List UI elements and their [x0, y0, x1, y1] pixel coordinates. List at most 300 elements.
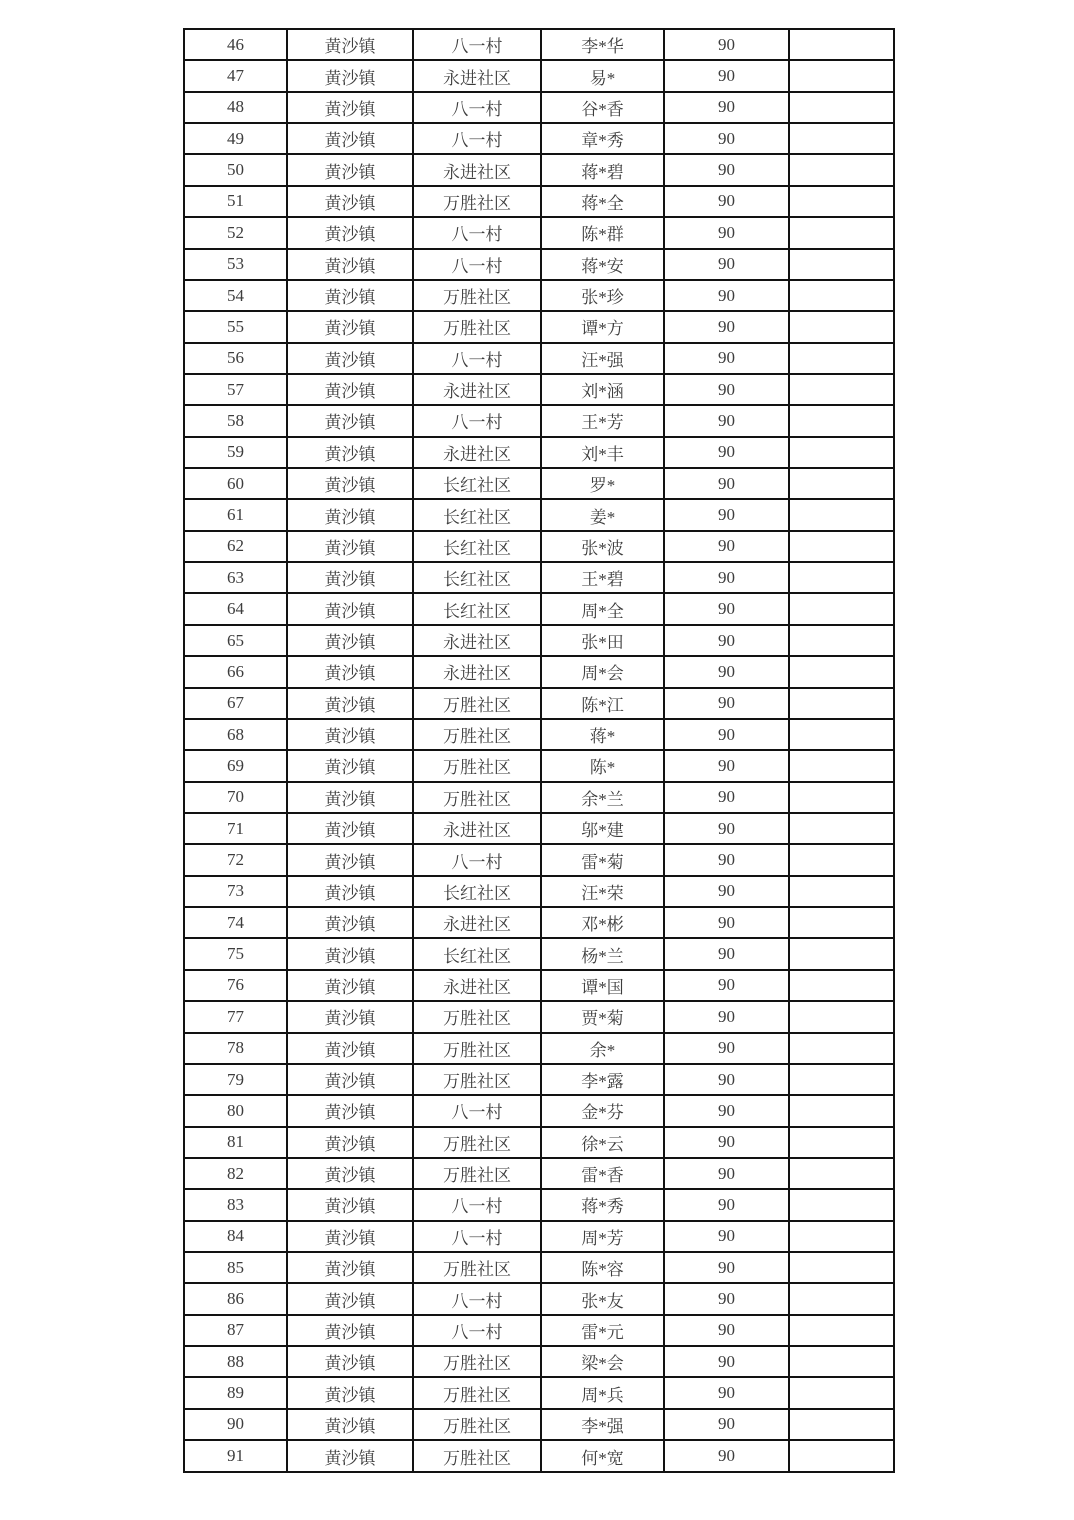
table-row — [184, 1409, 894, 1440]
cell-remark — [789, 280, 894, 311]
cell-person-name: 余* — [541, 1033, 664, 1064]
cell-person-name: 金*芬 — [541, 1095, 664, 1126]
cell-town: 黄沙镇 — [287, 311, 413, 342]
cell-town: 黄沙镇 — [287, 1252, 413, 1283]
cell-row-number: 76 — [184, 970, 287, 1001]
cell-town: 黄沙镇 — [287, 468, 413, 499]
cell-score: 90 — [664, 1315, 789, 1346]
cell-remark — [789, 1033, 894, 1064]
cell-remark — [789, 123, 894, 154]
cell-row-number: 55 — [184, 311, 287, 342]
table-row — [184, 311, 894, 342]
cell-person-name: 梁*会 — [541, 1346, 664, 1377]
cell-village: 八一村 — [413, 249, 541, 280]
cell-town: 黄沙镇 — [287, 374, 413, 405]
cell-row-number: 71 — [184, 813, 287, 844]
table-row — [184, 374, 894, 405]
cell-person-name: 谭*国 — [541, 970, 664, 1001]
roster-table — [183, 28, 895, 1473]
cell-remark — [789, 92, 894, 123]
cell-score: 90 — [664, 750, 789, 781]
cell-score: 90 — [664, 782, 789, 813]
table-row — [184, 499, 894, 530]
cell-village: 八一村 — [413, 1189, 541, 1220]
cell-remark — [789, 343, 894, 374]
cell-score: 90 — [664, 217, 789, 248]
cell-person-name: 蒋*碧 — [541, 154, 664, 185]
cell-town: 黄沙镇 — [287, 813, 413, 844]
cell-town: 黄沙镇 — [287, 750, 413, 781]
cell-village: 永进社区 — [413, 374, 541, 405]
cell-village: 万胜社区 — [413, 719, 541, 750]
cell-town: 黄沙镇 — [287, 1001, 413, 1032]
cell-village: 八一村 — [413, 343, 541, 374]
cell-score: 90 — [664, 280, 789, 311]
cell-row-number: 87 — [184, 1315, 287, 1346]
cell-score: 90 — [664, 970, 789, 1001]
cell-village: 永进社区 — [413, 437, 541, 468]
cell-town: 黄沙镇 — [287, 844, 413, 875]
cell-person-name: 汪*强 — [541, 343, 664, 374]
table-row — [184, 1440, 894, 1472]
table-row — [184, 343, 894, 374]
cell-remark — [789, 437, 894, 468]
cell-score: 90 — [664, 154, 789, 185]
cell-person-name: 罗* — [541, 468, 664, 499]
cell-person-name: 李*露 — [541, 1064, 664, 1095]
cell-score: 90 — [664, 1409, 789, 1440]
cell-village: 万胜社区 — [413, 1064, 541, 1095]
cell-person-name: 李*强 — [541, 1409, 664, 1440]
cell-row-number: 54 — [184, 280, 287, 311]
cell-score: 90 — [664, 562, 789, 593]
cell-person-name: 陈*容 — [541, 1252, 664, 1283]
cell-remark — [789, 1440, 894, 1472]
cell-village: 永进社区 — [413, 656, 541, 687]
cell-row-number: 91 — [184, 1440, 287, 1472]
cell-row-number: 70 — [184, 782, 287, 813]
cell-village: 万胜社区 — [413, 280, 541, 311]
cell-row-number: 85 — [184, 1252, 287, 1283]
cell-remark — [789, 1252, 894, 1283]
cell-remark — [789, 405, 894, 436]
cell-remark — [789, 719, 894, 750]
cell-remark — [789, 468, 894, 499]
table-row — [184, 60, 894, 91]
table-row — [184, 1095, 894, 1126]
cell-score: 90 — [664, 249, 789, 280]
cell-score: 90 — [664, 437, 789, 468]
table-row — [184, 468, 894, 499]
cell-remark — [789, 593, 894, 624]
cell-village: 长红社区 — [413, 938, 541, 969]
table-row — [184, 1252, 894, 1283]
cell-village: 八一村 — [413, 1095, 541, 1126]
cell-village: 万胜社区 — [413, 1252, 541, 1283]
cell-town: 黄沙镇 — [287, 688, 413, 719]
cell-row-number: 82 — [184, 1158, 287, 1189]
cell-village: 永进社区 — [413, 970, 541, 1001]
cell-person-name: 张*友 — [541, 1283, 664, 1314]
cell-village: 万胜社区 — [413, 1377, 541, 1408]
cell-score: 90 — [664, 688, 789, 719]
cell-score: 90 — [664, 1001, 789, 1032]
cell-town: 黄沙镇 — [287, 1127, 413, 1158]
table-row — [184, 1221, 894, 1252]
cell-person-name: 陈*江 — [541, 688, 664, 719]
cell-town: 黄沙镇 — [287, 217, 413, 248]
cell-town: 黄沙镇 — [287, 938, 413, 969]
cell-score: 90 — [664, 844, 789, 875]
cell-village: 万胜社区 — [413, 782, 541, 813]
cell-village: 万胜社区 — [413, 1158, 541, 1189]
cell-remark — [789, 1095, 894, 1126]
cell-person-name: 周*兵 — [541, 1377, 664, 1408]
cell-score: 90 — [664, 60, 789, 91]
table-row — [184, 1127, 894, 1158]
cell-row-number: 68 — [184, 719, 287, 750]
table-row — [184, 625, 894, 656]
cell-village: 长红社区 — [413, 468, 541, 499]
cell-row-number: 51 — [184, 186, 287, 217]
cell-row-number: 67 — [184, 688, 287, 719]
cell-score: 90 — [664, 531, 789, 562]
cell-score: 90 — [664, 29, 789, 60]
cell-row-number: 80 — [184, 1095, 287, 1126]
cell-town: 黄沙镇 — [287, 1346, 413, 1377]
cell-score: 90 — [664, 938, 789, 969]
cell-remark — [789, 688, 894, 719]
cell-person-name: 雷*元 — [541, 1315, 664, 1346]
cell-village: 万胜社区 — [413, 688, 541, 719]
cell-row-number: 86 — [184, 1283, 287, 1314]
cell-town: 黄沙镇 — [287, 1409, 413, 1440]
cell-village: 八一村 — [413, 1221, 541, 1252]
cell-row-number: 83 — [184, 1189, 287, 1220]
cell-score: 90 — [664, 1252, 789, 1283]
cell-row-number: 64 — [184, 593, 287, 624]
cell-town: 黄沙镇 — [287, 29, 413, 60]
table-row — [184, 593, 894, 624]
cell-village: 八一村 — [413, 92, 541, 123]
table-row — [184, 1283, 894, 1314]
cell-row-number: 65 — [184, 625, 287, 656]
cell-row-number: 53 — [184, 249, 287, 280]
cell-person-name: 余*兰 — [541, 782, 664, 813]
cell-score: 90 — [664, 186, 789, 217]
cell-town: 黄沙镇 — [287, 249, 413, 280]
table-row — [184, 907, 894, 938]
cell-person-name: 汪*荣 — [541, 876, 664, 907]
cell-remark — [789, 625, 894, 656]
cell-person-name: 王*芳 — [541, 405, 664, 436]
cell-village: 长红社区 — [413, 876, 541, 907]
cell-score: 90 — [664, 343, 789, 374]
cell-person-name: 姜* — [541, 499, 664, 530]
cell-remark — [789, 844, 894, 875]
cell-score: 90 — [664, 1221, 789, 1252]
cell-score: 90 — [664, 719, 789, 750]
table-row — [184, 938, 894, 969]
cell-town: 黄沙镇 — [287, 405, 413, 436]
cell-row-number: 75 — [184, 938, 287, 969]
cell-person-name: 周*会 — [541, 656, 664, 687]
cell-village: 长红社区 — [413, 531, 541, 562]
cell-person-name: 何*宽 — [541, 1440, 664, 1472]
cell-town: 黄沙镇 — [287, 154, 413, 185]
table-row — [184, 154, 894, 185]
table-row — [184, 29, 894, 60]
cell-score: 90 — [664, 1033, 789, 1064]
cell-remark — [789, 1377, 894, 1408]
table-row — [184, 92, 894, 123]
cell-remark — [789, 1001, 894, 1032]
cell-village: 长红社区 — [413, 562, 541, 593]
cell-row-number: 84 — [184, 1221, 287, 1252]
table-row — [184, 1377, 894, 1408]
cell-person-name: 蒋*全 — [541, 186, 664, 217]
cell-town: 黄沙镇 — [287, 343, 413, 374]
cell-person-name: 陈* — [541, 750, 664, 781]
table-body — [184, 29, 894, 1472]
cell-village: 万胜社区 — [413, 186, 541, 217]
cell-row-number: 48 — [184, 92, 287, 123]
cell-row-number: 72 — [184, 844, 287, 875]
table-row — [184, 186, 894, 217]
cell-remark — [789, 1127, 894, 1158]
cell-row-number: 89 — [184, 1377, 287, 1408]
cell-town: 黄沙镇 — [287, 1315, 413, 1346]
cell-remark — [789, 1315, 894, 1346]
cell-town: 黄沙镇 — [287, 186, 413, 217]
cell-score: 90 — [664, 656, 789, 687]
cell-village: 永进社区 — [413, 813, 541, 844]
cell-score: 90 — [664, 499, 789, 530]
cell-score: 90 — [664, 1158, 789, 1189]
cell-town: 黄沙镇 — [287, 970, 413, 1001]
cell-remark — [789, 782, 894, 813]
cell-row-number: 79 — [184, 1064, 287, 1095]
cell-score: 90 — [664, 1283, 789, 1314]
cell-person-name: 刘*涵 — [541, 374, 664, 405]
cell-remark — [789, 656, 894, 687]
cell-row-number: 50 — [184, 154, 287, 185]
cell-person-name: 张*波 — [541, 531, 664, 562]
cell-score: 90 — [664, 1189, 789, 1220]
table-row — [184, 1346, 894, 1377]
cell-row-number: 77 — [184, 1001, 287, 1032]
table-row — [184, 750, 894, 781]
cell-village: 万胜社区 — [413, 1409, 541, 1440]
cell-village: 八一村 — [413, 29, 541, 60]
cell-town: 黄沙镇 — [287, 593, 413, 624]
cell-person-name: 邬*建 — [541, 813, 664, 844]
table-row — [184, 437, 894, 468]
cell-person-name: 陈*群 — [541, 217, 664, 248]
cell-person-name: 王*碧 — [541, 562, 664, 593]
cell-score: 90 — [664, 405, 789, 436]
cell-remark — [789, 1158, 894, 1189]
cell-row-number: 49 — [184, 123, 287, 154]
table-row — [184, 531, 894, 562]
cell-town: 黄沙镇 — [287, 562, 413, 593]
cell-row-number: 90 — [184, 1409, 287, 1440]
cell-person-name: 蒋*安 — [541, 249, 664, 280]
cell-score: 90 — [664, 1064, 789, 1095]
cell-remark — [789, 249, 894, 280]
cell-village: 永进社区 — [413, 154, 541, 185]
cell-remark — [789, 1189, 894, 1220]
cell-score: 90 — [664, 1095, 789, 1126]
cell-town: 黄沙镇 — [287, 499, 413, 530]
cell-remark — [789, 374, 894, 405]
table-row — [184, 562, 894, 593]
cell-remark — [789, 813, 894, 844]
cell-row-number: 60 — [184, 468, 287, 499]
cell-remark — [789, 1409, 894, 1440]
table-row — [184, 1158, 894, 1189]
cell-score: 90 — [664, 1440, 789, 1472]
cell-score: 90 — [664, 92, 789, 123]
cell-village: 长红社区 — [413, 499, 541, 530]
table-row — [184, 123, 894, 154]
cell-remark — [789, 1283, 894, 1314]
table-row — [184, 656, 894, 687]
cell-person-name: 谷*香 — [541, 92, 664, 123]
cell-row-number: 78 — [184, 1033, 287, 1064]
cell-row-number: 69 — [184, 750, 287, 781]
cell-village: 万胜社区 — [413, 1033, 541, 1064]
cell-remark — [789, 311, 894, 342]
table-row — [184, 782, 894, 813]
cell-person-name: 蒋*秀 — [541, 1189, 664, 1220]
table-row — [184, 405, 894, 436]
cell-remark — [789, 154, 894, 185]
cell-town: 黄沙镇 — [287, 1283, 413, 1314]
cell-town: 黄沙镇 — [287, 1377, 413, 1408]
cell-town: 黄沙镇 — [287, 656, 413, 687]
cell-village: 万胜社区 — [413, 750, 541, 781]
cell-row-number: 88 — [184, 1346, 287, 1377]
cell-person-name: 周*全 — [541, 593, 664, 624]
cell-person-name: 谭*方 — [541, 311, 664, 342]
cell-person-name: 蒋* — [541, 719, 664, 750]
cell-row-number: 57 — [184, 374, 287, 405]
cell-town: 黄沙镇 — [287, 1440, 413, 1472]
cell-village: 八一村 — [413, 1315, 541, 1346]
cell-remark — [789, 750, 894, 781]
cell-score: 90 — [664, 311, 789, 342]
cell-score: 90 — [664, 374, 789, 405]
cell-remark — [789, 60, 894, 91]
cell-remark — [789, 531, 894, 562]
cell-score: 90 — [664, 625, 789, 656]
cell-row-number: 59 — [184, 437, 287, 468]
cell-score: 90 — [664, 593, 789, 624]
cell-score: 90 — [664, 1346, 789, 1377]
cell-remark — [789, 907, 894, 938]
cell-village: 八一村 — [413, 217, 541, 248]
cell-person-name: 张*珍 — [541, 280, 664, 311]
cell-person-name: 徐*云 — [541, 1127, 664, 1158]
cell-town: 黄沙镇 — [287, 123, 413, 154]
cell-remark — [789, 1221, 894, 1252]
cell-village: 永进社区 — [413, 907, 541, 938]
cell-person-name: 周*芳 — [541, 1221, 664, 1252]
cell-remark — [789, 217, 894, 248]
cell-score: 90 — [664, 1127, 789, 1158]
cell-row-number: 73 — [184, 876, 287, 907]
table-row — [184, 719, 894, 750]
table-row — [184, 249, 894, 280]
cell-score: 90 — [664, 123, 789, 154]
cell-remark — [789, 938, 894, 969]
cell-row-number: 63 — [184, 562, 287, 593]
cell-person-name: 章*秀 — [541, 123, 664, 154]
cell-row-number: 62 — [184, 531, 287, 562]
cell-village: 永进社区 — [413, 625, 541, 656]
cell-person-name: 杨*兰 — [541, 938, 664, 969]
cell-remark — [789, 186, 894, 217]
cell-village: 八一村 — [413, 1283, 541, 1314]
cell-village: 八一村 — [413, 405, 541, 436]
cell-town: 黄沙镇 — [287, 1221, 413, 1252]
cell-town: 黄沙镇 — [287, 625, 413, 656]
cell-score: 90 — [664, 813, 789, 844]
cell-village: 万胜社区 — [413, 1346, 541, 1377]
table-row — [184, 813, 894, 844]
cell-person-name: 雷*香 — [541, 1158, 664, 1189]
cell-remark — [789, 1064, 894, 1095]
table-row — [184, 876, 894, 907]
table-row — [184, 217, 894, 248]
cell-row-number: 56 — [184, 343, 287, 374]
cell-town: 黄沙镇 — [287, 876, 413, 907]
cell-town: 黄沙镇 — [287, 1158, 413, 1189]
cell-remark — [789, 876, 894, 907]
cell-row-number: 58 — [184, 405, 287, 436]
cell-remark — [789, 970, 894, 1001]
cell-row-number: 66 — [184, 656, 287, 687]
cell-town: 黄沙镇 — [287, 437, 413, 468]
cell-person-name: 刘*丰 — [541, 437, 664, 468]
cell-row-number: 46 — [184, 29, 287, 60]
cell-town: 黄沙镇 — [287, 1033, 413, 1064]
cell-row-number: 74 — [184, 907, 287, 938]
cell-town: 黄沙镇 — [287, 1095, 413, 1126]
table-row — [184, 970, 894, 1001]
cell-village: 八一村 — [413, 844, 541, 875]
cell-village: 万胜社区 — [413, 1440, 541, 1472]
cell-town: 黄沙镇 — [287, 92, 413, 123]
cell-town: 黄沙镇 — [287, 280, 413, 311]
cell-town: 黄沙镇 — [287, 1189, 413, 1220]
cell-town: 黄沙镇 — [287, 907, 413, 938]
cell-person-name: 雷*菊 — [541, 844, 664, 875]
table-row — [184, 688, 894, 719]
cell-person-name: 邓*彬 — [541, 907, 664, 938]
cell-score: 90 — [664, 876, 789, 907]
cell-score: 90 — [664, 1377, 789, 1408]
cell-village: 万胜社区 — [413, 1001, 541, 1032]
table-row — [184, 1189, 894, 1220]
table-row — [184, 1064, 894, 1095]
table-row — [184, 1033, 894, 1064]
cell-village: 八一村 — [413, 123, 541, 154]
cell-remark — [789, 499, 894, 530]
cell-person-name: 张*田 — [541, 625, 664, 656]
cell-town: 黄沙镇 — [287, 1064, 413, 1095]
